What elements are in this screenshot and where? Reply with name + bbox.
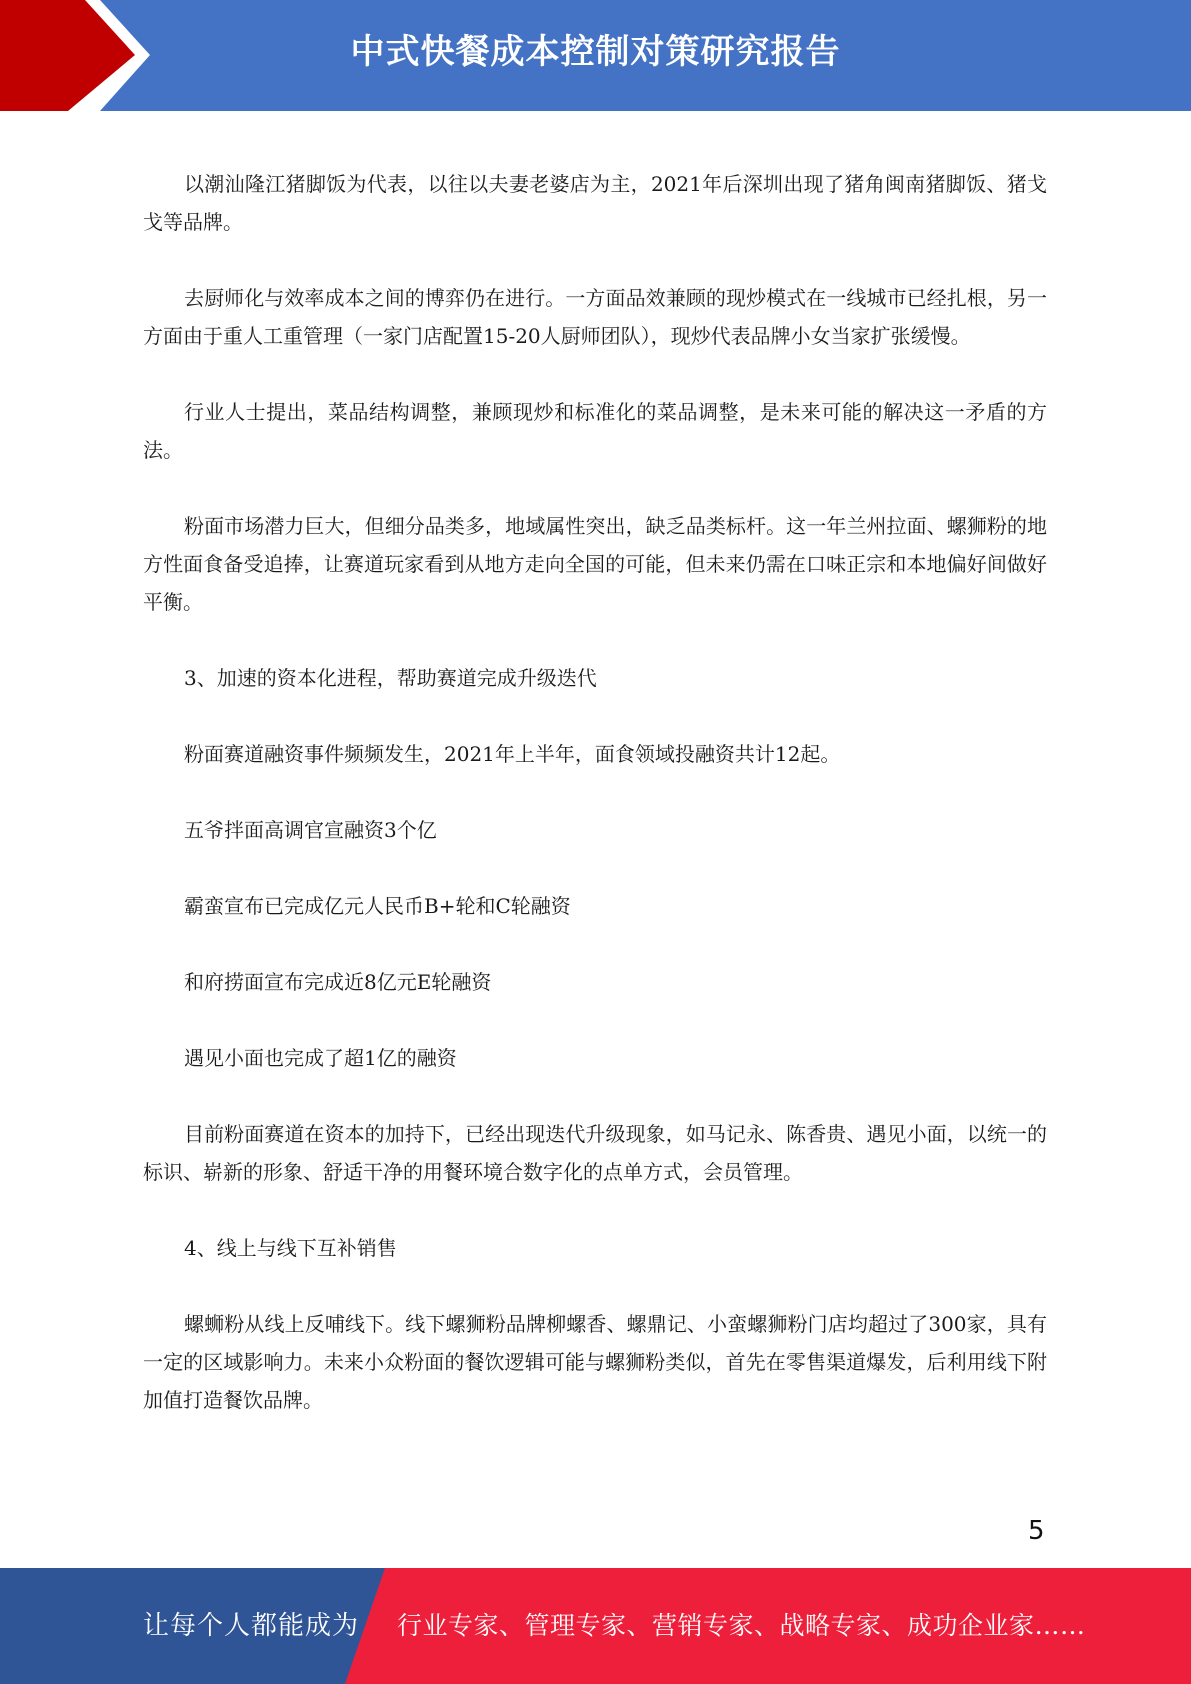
footer-slogan-right: 行业专家、管理专家、营销专家、战略专家、成功企业家…… [397,1611,1086,1640]
paragraph: 行业人士提出，菜品结构调整，兼顾现炒和标准化的菜品调整，是未来可能的解决这一矛盾的方法。 [143,400,1047,462]
paragraph: 粉面市场潜力巨大，但细分品类多，地域属性突出，缺乏品类标杆。这一年兰州拉面、螺狮粉的地方性面食备受追捧，让赛道玩家看到从地方走向全国的可能，但未来仍需在口味正宗和本地偏好间做好平衡。 [143,514,1047,614]
section-heading: 4、线上与线下互补销售 [184,1236,397,1260]
paragraph: 目前粉面赛道在资本的加持下，已经出现迭代升级现象，如马记永、陈香贵、遇见小面，以统一的标识、崭新的形象、舒适干净的用餐环境合数字化的点单方式，会员管理。 [143,1122,1047,1184]
section-heading: 3、加速的资本化进程，帮助赛道完成升级迭代 [184,666,597,690]
paragraph: 霸蛮宣布已完成亿元人民币B+轮和C轮融资 [184,894,571,918]
paragraph: 遇见小面也完成了超1亿的融资 [184,1046,457,1070]
page-number: 5 [1028,1516,1045,1546]
document-body [143,165,1047,1419]
document-title: 中式快餐成本控制对策研究报告 [350,32,841,72]
paragraph: 和府捞面宣布完成近8亿元E轮融资 [184,970,492,994]
paragraph: 以潮汕隆江猪脚饭为代表，以往以夫妻老婆店为主，2021年后深圳出现了猪角闽南猪脚饭、猪戈戈等品牌。 [143,172,1047,234]
paragraph: 去厨师化与效率成本之间的博弈仍在进行。一方面品效兼顾的现炒模式在一线城市已经扎根，另一方面由于重人工重管理（一家门店配置15-20人厨师团队），现炒代表品牌小女当家扩张缓慢。 [143,286,1047,348]
page-footer [0,1568,1191,1684]
paragraph: 粉面赛道融资事件频频发生，2021年上半年，面食领域投融资共计12起。 [184,742,841,766]
paragraph: 五爷拌面高调官宣融资3个亿 [184,818,437,842]
footer-slogan-left: 让每个人都能成为 [143,1611,360,1641]
paragraph: 螺蛳粉从线上反哺线下。线下螺狮粉品牌柳螺香、螺鼎记、小蛮螺狮粉门店均超过了300家，具有一定的区域影响力。未来小众粉面的餐饮逻辑可能与螺狮粉类似，首先在零售渠道爆发，后利用线下附加值打造餐饮品牌。 [143,1312,1047,1412]
page-header [0,0,1191,111]
